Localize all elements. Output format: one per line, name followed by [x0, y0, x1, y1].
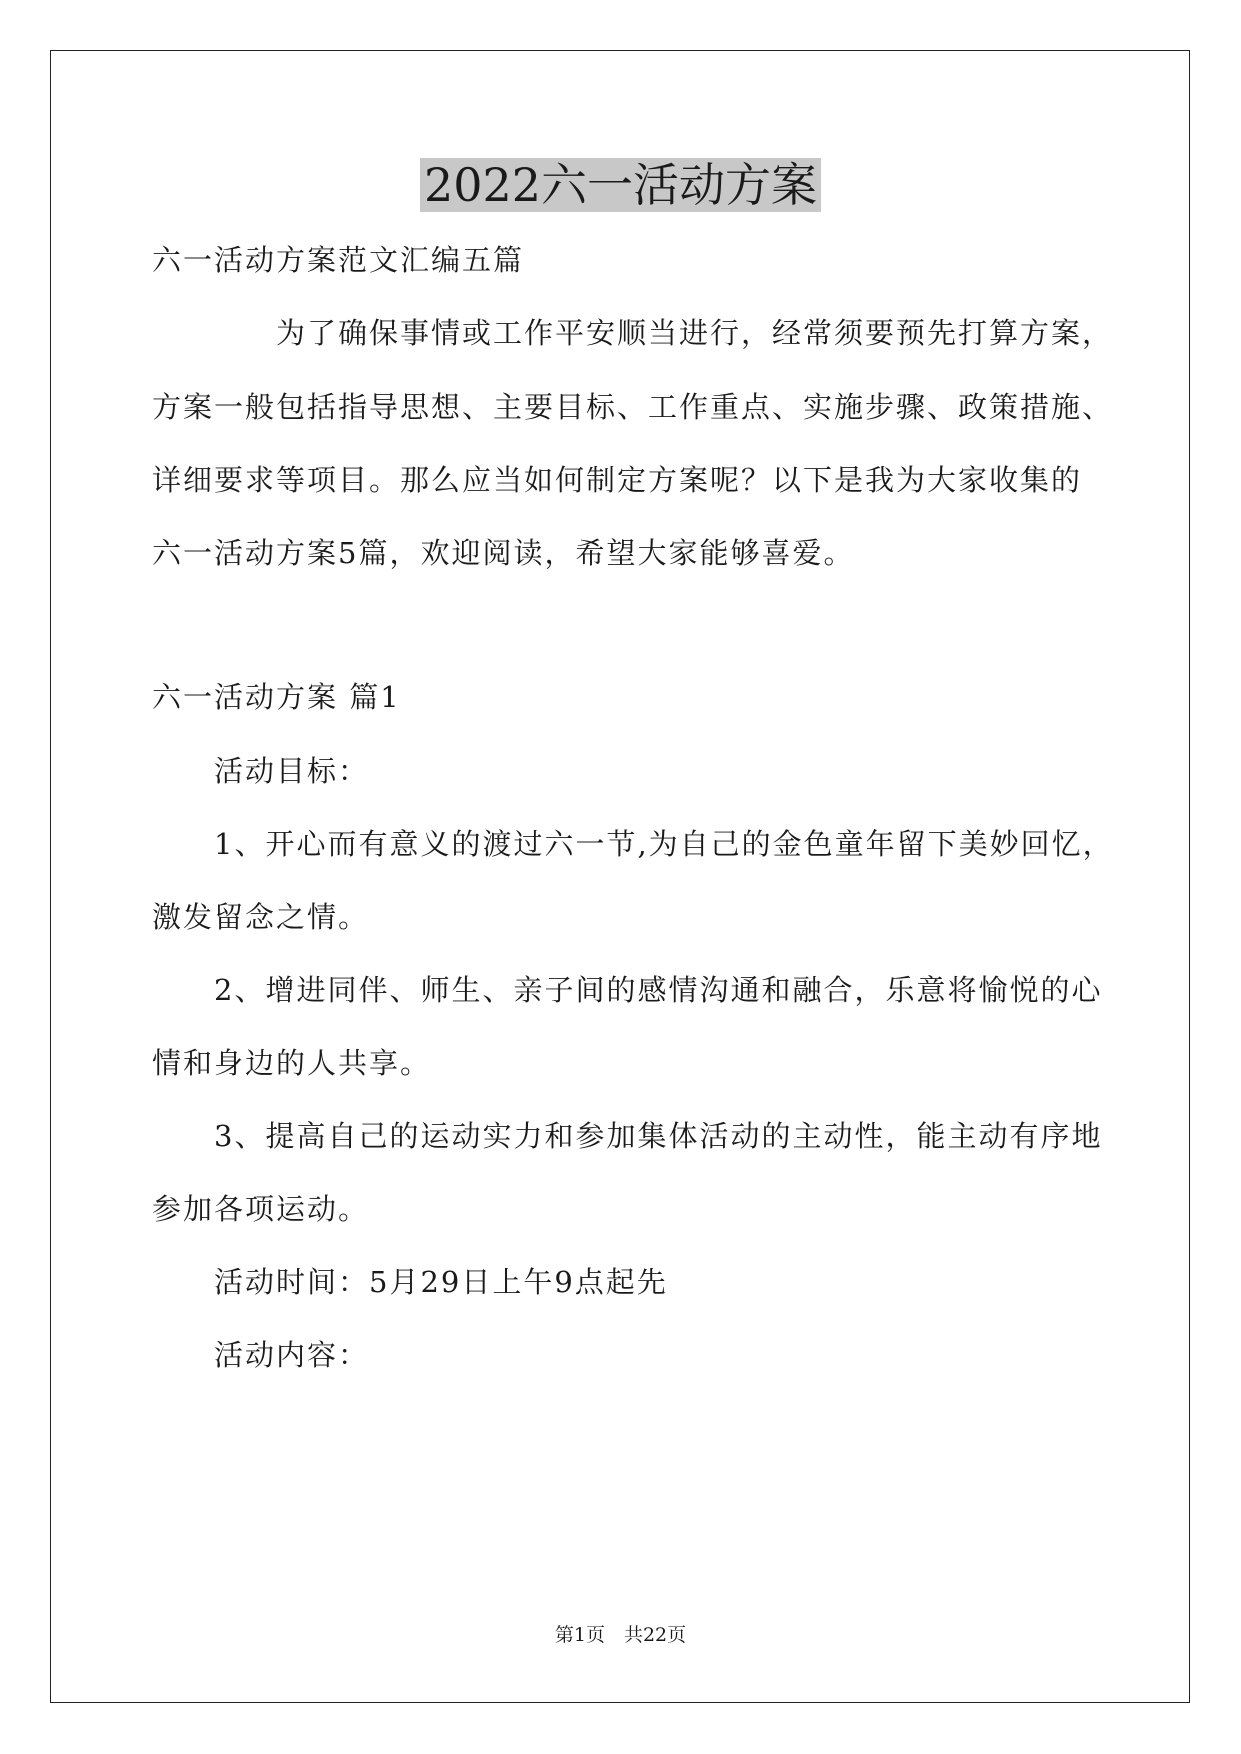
page-border — [50, 50, 1190, 1703]
activity-content-label: 活动内容： — [214, 1338, 370, 1372]
subtitle: 六一活动方案范文汇编五篇 — [152, 243, 525, 277]
intro-line-3: 详细要求等项目。那么应当如何制定方案呢？以下是我为大家收集的 — [152, 463, 1083, 497]
goal-3-line-2: 参加各项运动。 — [152, 1192, 370, 1226]
goals-label: 活动目标： — [214, 754, 370, 788]
intro-line-4: 六一活动方案5篇，欢迎阅读，希望大家能够喜爱。 — [152, 536, 855, 570]
page-number: 第1页 共22页 — [554, 1624, 687, 1646]
document-title-text: 2022六一活动方案 — [420, 158, 821, 212]
activity-time: 活动时间：5月29日上午9点起先 — [214, 1265, 668, 1299]
intro-line-2: 方案一般包括指导思想、主要目标、工作重点、实施步骤、政策措施、 — [152, 390, 1114, 424]
goal-1-line-2: 激发留念之情。 — [152, 900, 370, 934]
goal-2-line-2: 情和身边的人共享。 — [152, 1046, 432, 1080]
goal-2-line-1: 2、增进同伴、师生、亲子间的感情沟通和融合，乐意将愉悦的心 — [214, 973, 1103, 1007]
document-title — [0, 155, 1241, 215]
goal-1-line-1: 1、开心而有意义的渡过六一节,为自己的金色童年留下美妙回忆， — [214, 827, 1114, 861]
section-heading: 六一活动方案 篇1 — [152, 680, 401, 714]
goal-3-line-1: 3、提高自己的运动实力和参加集体活动的主动性，能主动有序地 — [214, 1119, 1103, 1153]
intro-line-1: 为了确保事情或工作平安顺当进行，经常须要预先打算方案， — [276, 316, 1114, 350]
